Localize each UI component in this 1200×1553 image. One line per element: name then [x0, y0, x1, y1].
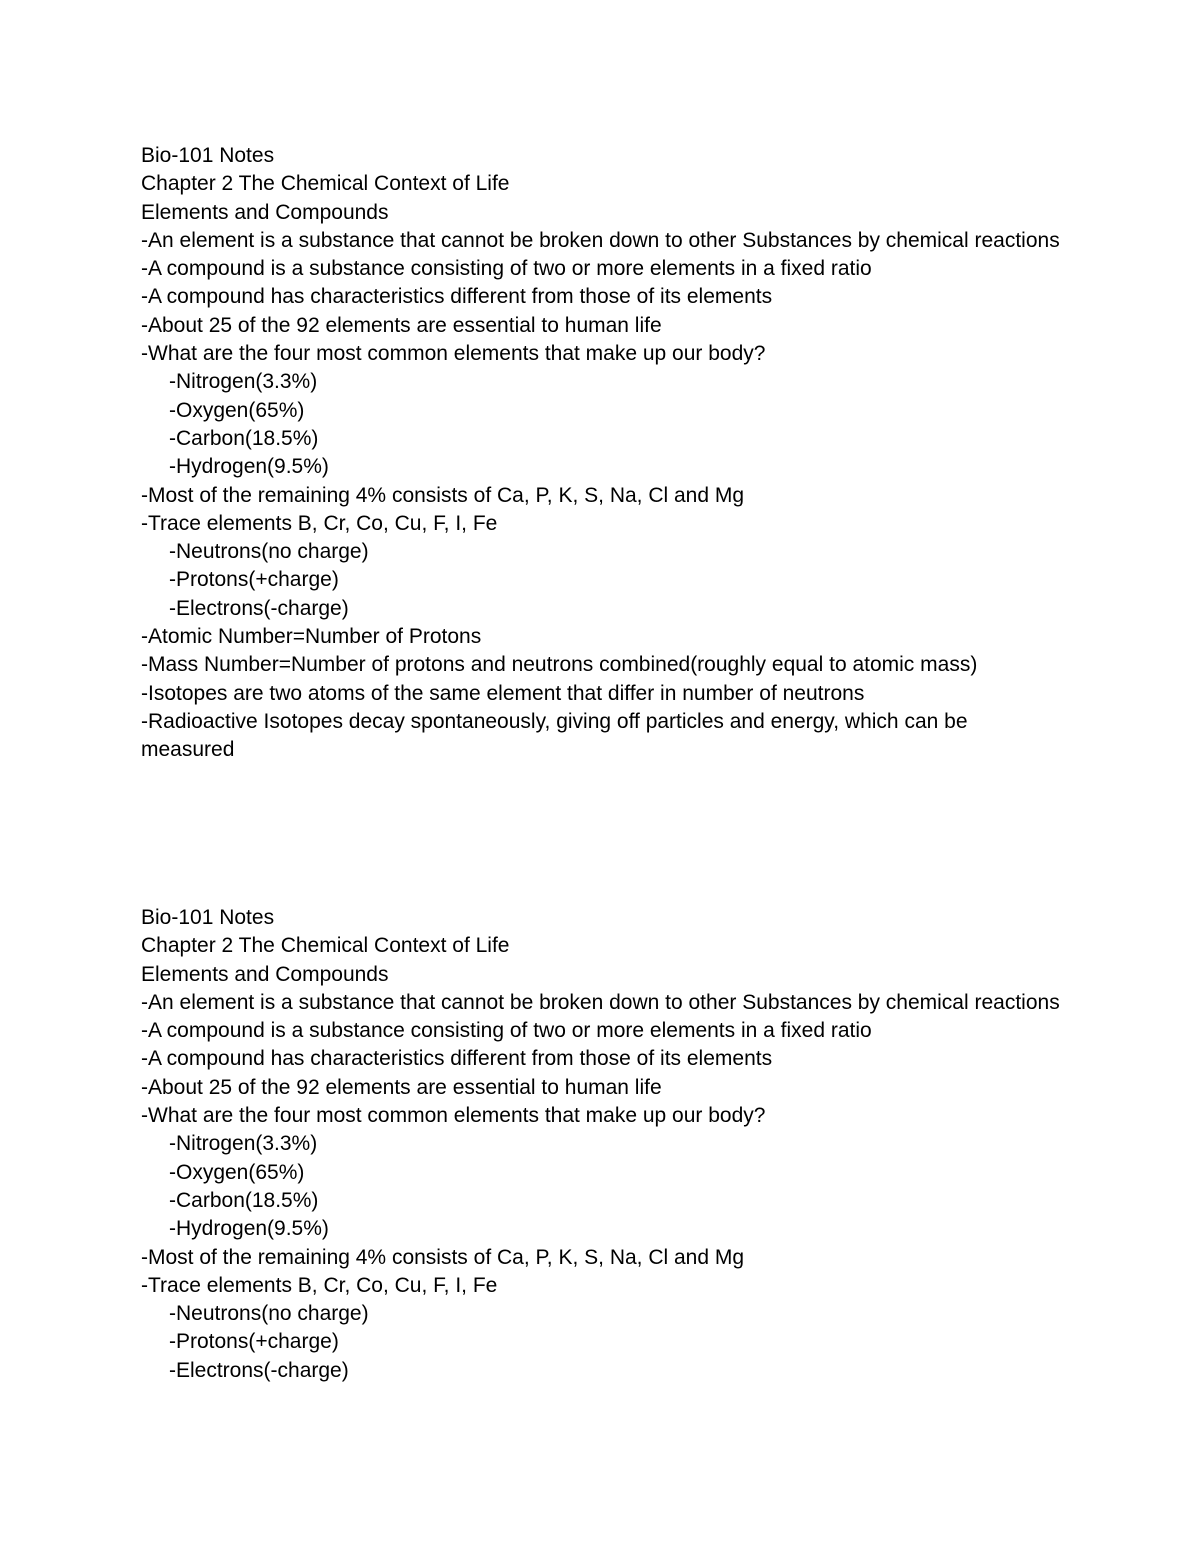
sub-list-item: -Nitrogen(3.3%): [169, 370, 318, 394]
sub-list-item: -Oxygen(65%): [169, 1160, 305, 1184]
note-line: -Mass Number=Number of protons and neutrons combined(roughly equal to atomic mass): [141, 653, 978, 677]
note-line: -Most of the remaining 4% consists of Ca, P, K, S, Na, Cl and Mg: [141, 1245, 745, 1269]
chapter-heading: Chapter 2 The Chemical Context of Life: [141, 172, 510, 196]
notes-block: [141, 904, 1061, 1385]
section-heading: Elements and Compounds: [141, 962, 389, 986]
sub-list-item: -Electrons(-charge): [169, 596, 349, 620]
sub-list-item: -Carbon(18.5%): [169, 426, 319, 450]
sub-list-item: -Neutrons(no charge): [169, 540, 369, 564]
sub-list-item: -Hydrogen(9.5%): [169, 455, 329, 479]
note-line: -A compound is a substance consisting of two or more elements in a fixed ratio: [141, 1019, 872, 1043]
sub-list-item: -Electrons(-charge): [169, 1358, 349, 1382]
note-line: -Atomic Number=Number of Protons: [141, 625, 482, 649]
sub-list-item: -Carbon(18.5%): [169, 1188, 319, 1212]
notes-title: Bio-101 Notes: [141, 906, 275, 929]
notes-block: [141, 142, 1061, 765]
note-line: -About 25 of the 92 elements are essential to human life: [141, 1075, 662, 1099]
note-line: -A compound is a substance consisting of two or more elements in a fixed ratio: [141, 257, 872, 281]
note-line: -An element is a substance that cannot be broken down to other Substances by chemical reactions: [141, 228, 1060, 252]
note-line: -Most of the remaining 4% consists of Ca, P, K, S, Na, Cl and Mg: [141, 483, 745, 507]
note-line: -About 25 of the 92 elements are essential to human life: [141, 313, 662, 337]
note-line: -A compound has characteristics different from those of its elements: [141, 285, 773, 309]
note-line: -Trace elements B, Cr, Co, Cu, F, I, Fe: [141, 511, 498, 535]
sub-list-item: -Nitrogen(3.3%): [169, 1132, 318, 1156]
chapter-heading: Chapter 2 The Chemical Context of Life: [141, 934, 510, 958]
sub-list-item: -Neutrons(no charge): [169, 1302, 369, 1326]
note-line: -Radioactive Isotopes decay spontaneously, giving off particles and energy, which can be measured: [141, 709, 968, 762]
section-heading: Elements and Compounds: [141, 200, 389, 224]
sub-list-item: -Oxygen(65%): [169, 398, 305, 422]
note-line: -Isotopes are two atoms of the same element that differ in number of neutrons: [141, 681, 865, 705]
sub-list-item: -Protons(+charge): [169, 568, 339, 592]
sub-list-item: -Hydrogen(9.5%): [169, 1217, 329, 1241]
note-line: -What are the four most common elements that make up our body?: [141, 1104, 766, 1128]
notes-title: Bio-101 Notes: [141, 144, 275, 167]
sub-list-item: -Protons(+charge): [169, 1330, 339, 1354]
note-line: -Trace elements B, Cr, Co, Cu, F, I, Fe: [141, 1273, 498, 1297]
note-line: -An element is a substance that cannot be broken down to other Substances by chemical reactions: [141, 990, 1060, 1014]
note-line: -What are the four most common elements that make up our body?: [141, 342, 766, 366]
note-line: -A compound has characteristics different from those of its elements: [141, 1047, 773, 1071]
